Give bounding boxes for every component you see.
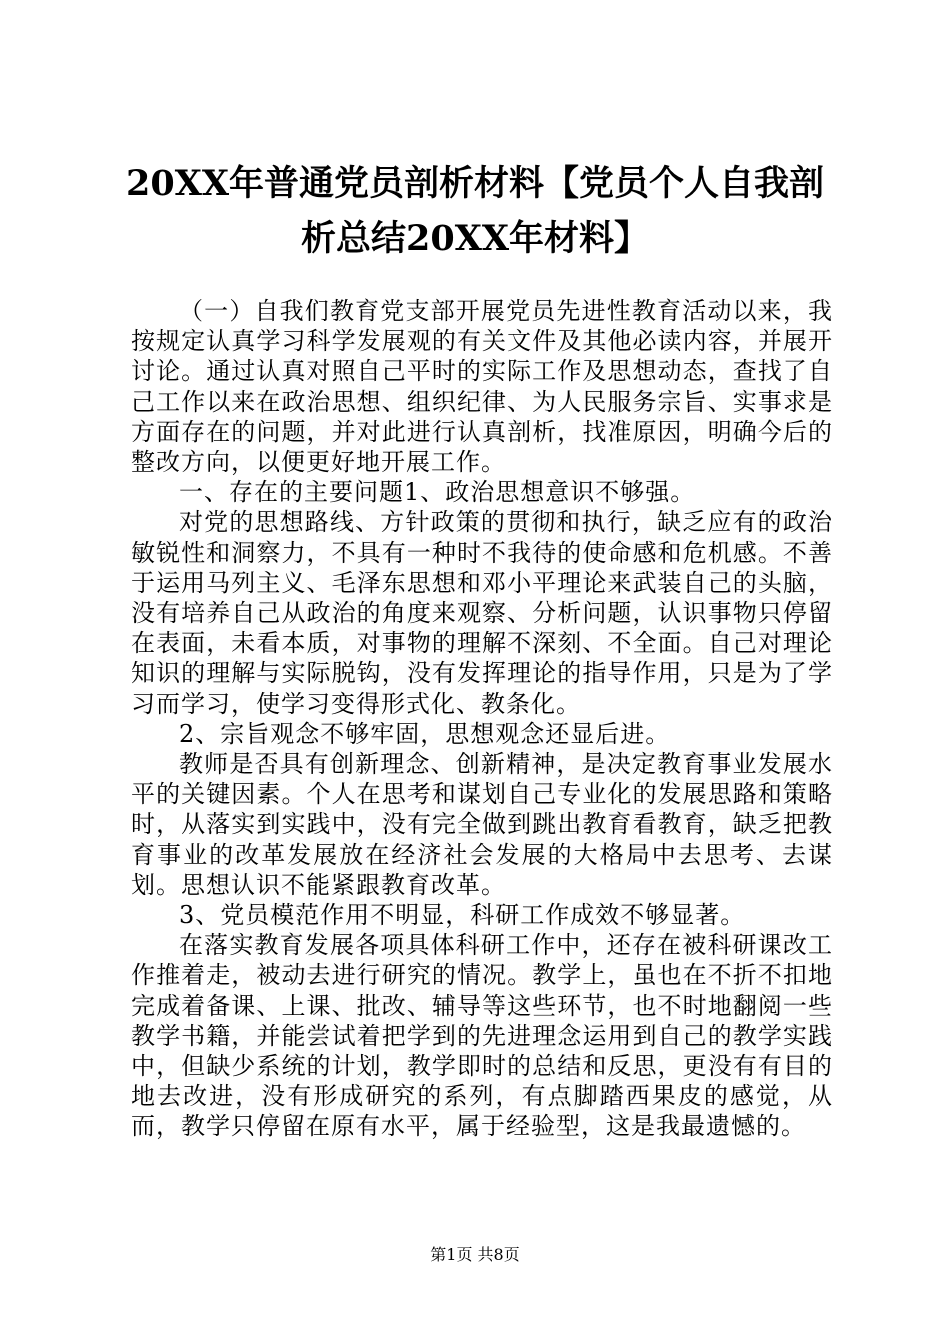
heading-problems-3: 3、党员模范作用不明显，科研工作成效不够显著。 — [179, 901, 746, 930]
heading-problems-1: 一、存在的主要问题1、政治思想意识不够强。 — [179, 478, 696, 507]
paragraph-political-awareness: 对党的思想路线、方针政策的贯彻和执行，缺乏应有的政治敏锐性和洞察力，不具有一种时不我待的使命感和危机感。不善于运用马列主义、毛泽东思想和邓小平理论来武装自己的头脑，没有培养自己从政治的角度来观察、分析问题，认识事物只停留在表面，未看本质，对事物的理解不深刻、不全面。自己对理论知识的理解与实际脱钩，没有发挥理论的指导作用，只是为了学习而学习，使学习变得形式化、教条化。 — [131, 508, 833, 718]
paragraph-intro: （一）自我们教育党支部开展党员先进性教育活动以来，我按规定认真学习科学发展观的有关文件及其他必读内容，并展开讨论。通过认真对照自己平时的实际工作及思想动态，查找了自己工作以来在政治思想、组织纪律、为人民服务宗旨、实事求是方面存在的问题，并对此进行认真剖析，找准原因，明确今后的整改方向，以便更好地开展工作。 — [131, 297, 833, 477]
document-body — [131, 296, 833, 1142]
page-number-footer: 第1页 共8页 — [430, 1245, 520, 1264]
paragraph-education-concept: 教师是否具有创新理念、创新精神，是决定教育事业发展水平的关键因素。个人在思考和谋划自己专业化的发展思路和策略时，从落实到实践中，没有完全做到跳出教育看教育，缺乏把教育事业的改革发展放在经济社会发展的大格局中去思考、去谋划。思想认识不能紧跟教育改革。 — [131, 750, 833, 899]
paragraph-research-work: 在落实教育发展各项具体科研工作中，还存在被科研课改工作推着走，被动去进行研究的情况。教学上，虽也在不折不扣地完成着备课、上课、批改、辅导等这些环节，也不时地翻阅一些教学书籍，并能尝试着把学到的先进理念运用到自己的教学实践中，但缺少系统的计划，教学即时的总结和反思，更没有有目的地去改进，没有形成研究的系列，有点脚踏西果皮的感觉，从而，教学只停留在原有水平，属于经验型，这是我最遗憾的。 — [131, 931, 833, 1141]
document-title: 20XX年普通党员剖析材料【党员个人自我剖析总结20XX年材料】 — [125, 163, 825, 259]
heading-problems-2: 2、宗旨观念不够牢固，思想观念还显后进。 — [179, 719, 671, 748]
